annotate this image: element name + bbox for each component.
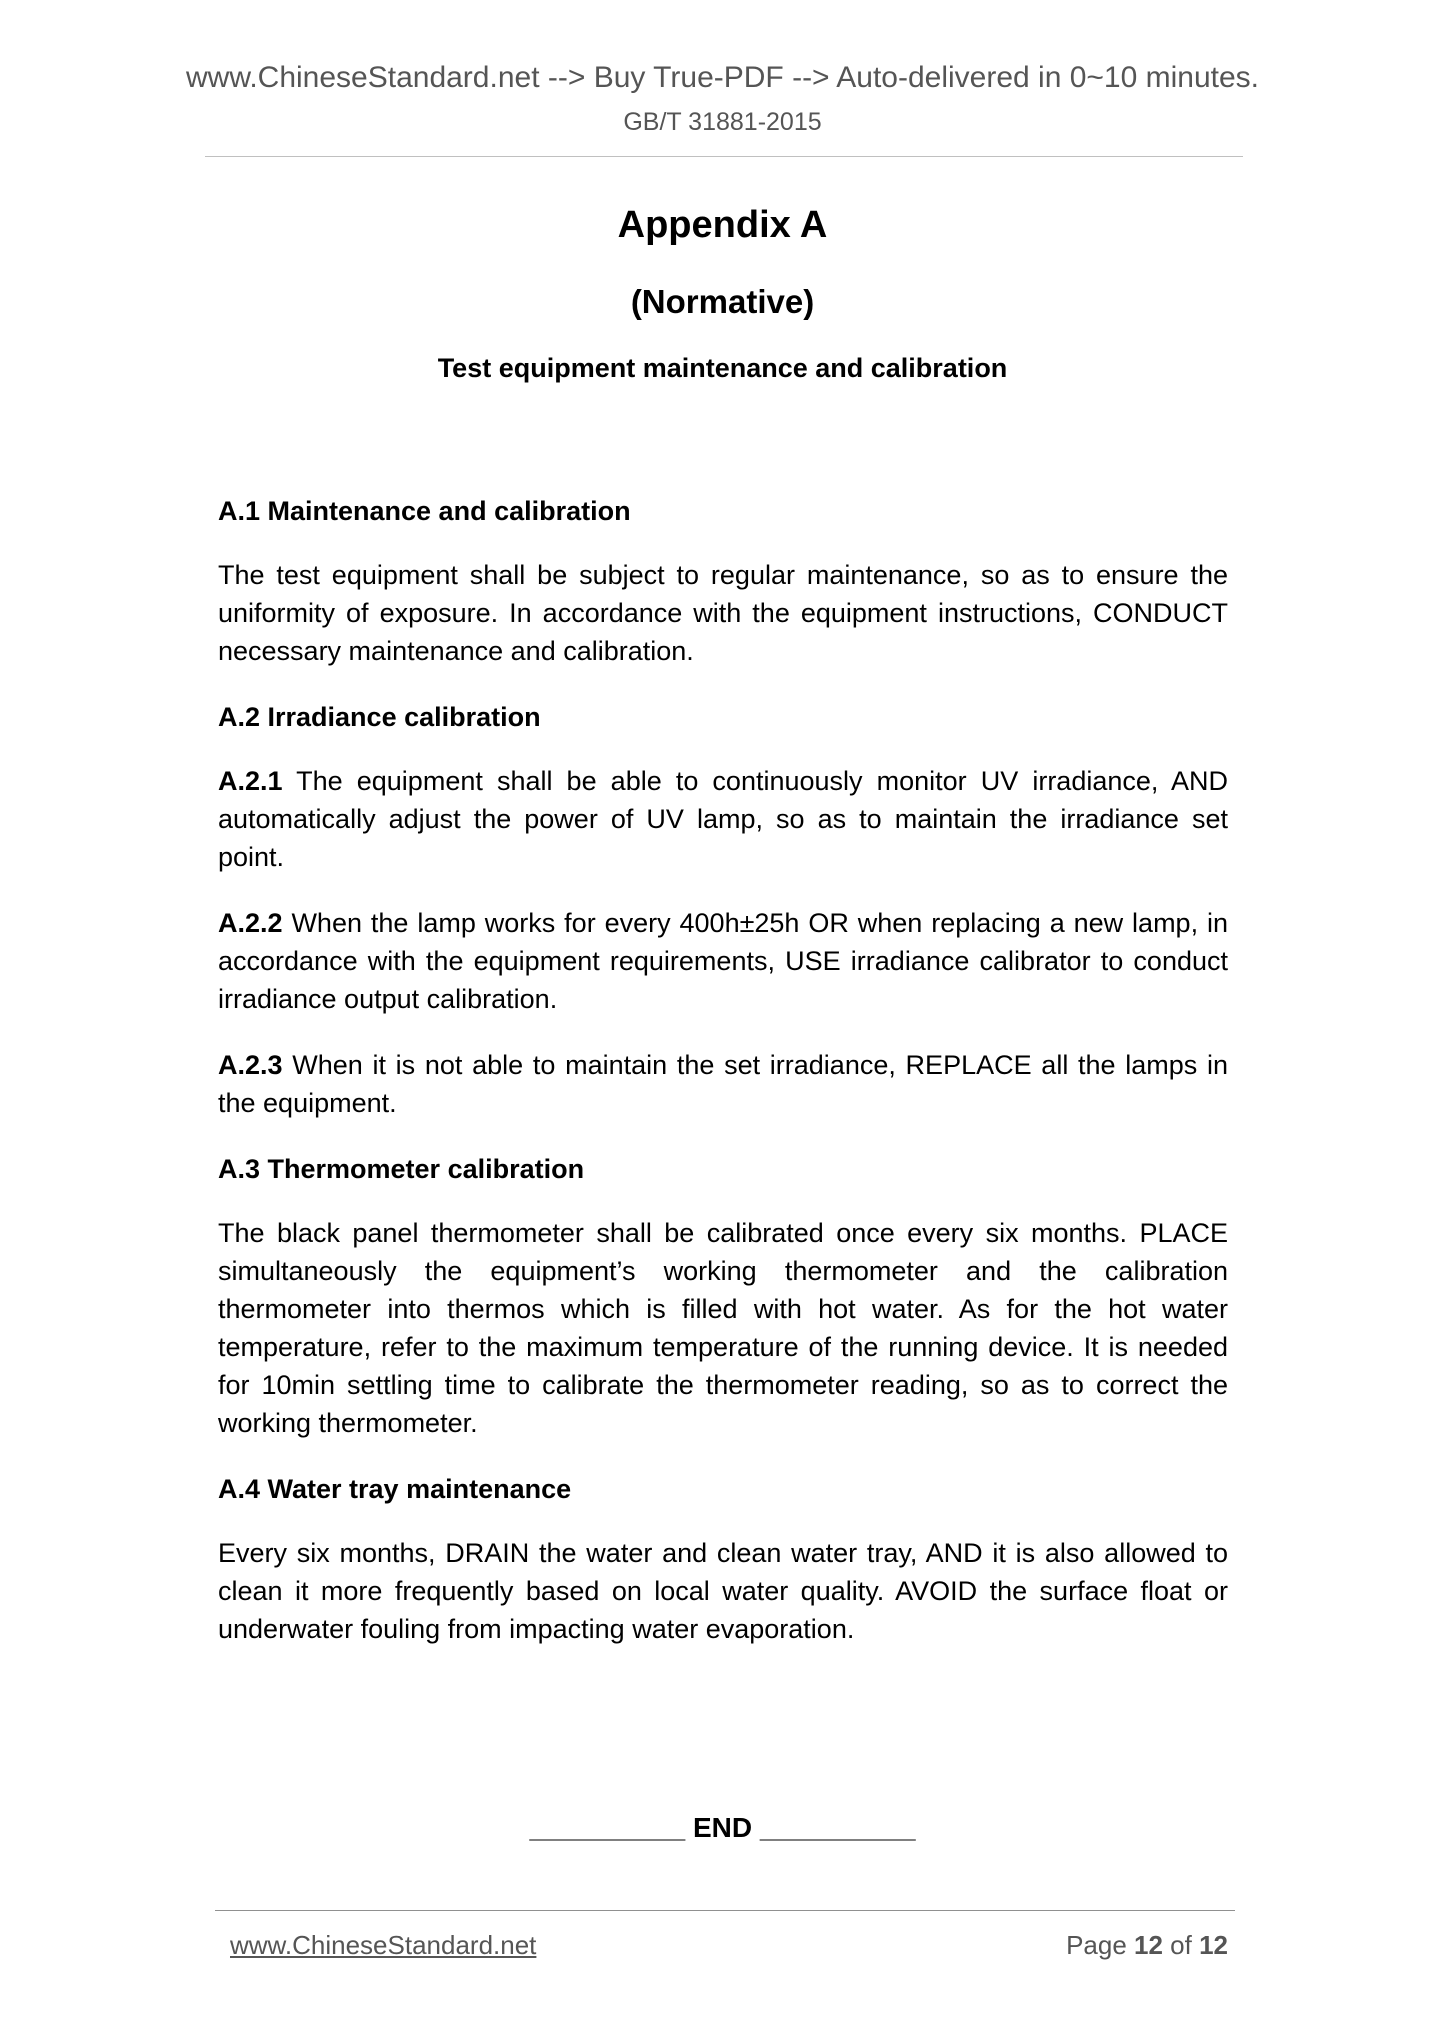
page-total: 12 bbox=[1199, 1930, 1228, 1960]
document-body bbox=[218, 492, 1228, 1676]
clause-text: When it is not able to maintain the set irradiance, REPLACE all the lamps in the equipment. bbox=[218, 1050, 1228, 1118]
header-divider bbox=[205, 156, 1243, 157]
section-heading-a1: A.1 Maintenance and calibration bbox=[218, 496, 631, 526]
section-text-a4: Every six months, DRAIN the water and clean water tray, AND it is also allowed to clean it more frequently based on local water quality. AVOID the surface float or underwater fouling from impacting water evaporation. bbox=[218, 1538, 1228, 1644]
clause-number: A.2.2 bbox=[218, 908, 283, 938]
clause-text: When the lamp works for every 400h±25h OR when replacing a new lamp, in accordance with the equipment requirements, USE irradiance calibrator to conduct irradiance output calibration. bbox=[218, 908, 1228, 1014]
appendix-type: (Normative) bbox=[630, 283, 815, 320]
clause-a2-3 bbox=[218, 1046, 1228, 1122]
header-banner: www.ChineseStandard.net --> Buy True-PDF --> Auto-delivered in 0~10 minutes. bbox=[185, 61, 1260, 94]
footer-website-link[interactable]: www.ChineseStandard.net bbox=[230, 1930, 537, 1960]
standard-number: GB/T 31881-2015 bbox=[623, 108, 822, 136]
section-heading-a2: A.2 Irradiance calibration bbox=[218, 702, 541, 732]
section-text-a3: The black panel thermometer shall be calibrated once every six months. PLACE simultaneously the equipment’s working thermometer and the calibration thermometer into thermos which is filled with hot water. As for the hot water temperature, refer to the maximum temperature of the running device. It is needed for 10min settling time to calibrate the thermometer reading, so as to correct the working thermometer. bbox=[218, 1218, 1228, 1438]
footer-divider bbox=[215, 1910, 1235, 1911]
clause-text: The equipment shall be able to continuously monitor UV irradiance, AND automatically adjust the power of UV lamp, so as to maintain the irradiance set point. bbox=[218, 766, 1228, 872]
section-heading-a4: A.4 Water tray maintenance bbox=[218, 1474, 572, 1504]
section-text-a1: The test equipment shall be subject to regular maintenance, so as to ensure the uniformity of exposure. In accordance with the equipment instructions, CONDUCT necessary maintenance and calibration. bbox=[218, 560, 1228, 666]
page-prefix: Page bbox=[1066, 1930, 1135, 1960]
page-current: 12 bbox=[1134, 1930, 1163, 1960]
clause-number: A.2.1 bbox=[218, 766, 283, 796]
clause-number: A.2.3 bbox=[218, 1050, 283, 1080]
clause-a2-1 bbox=[218, 762, 1228, 876]
clause-a2-2 bbox=[218, 904, 1228, 1018]
appendix-title: Appendix A bbox=[617, 204, 828, 246]
appendix-subtitle: Test equipment maintenance and calibration bbox=[437, 353, 1008, 383]
end-marker: __________ END __________ bbox=[529, 1812, 916, 1843]
page-of: of bbox=[1162, 1930, 1200, 1960]
page-number bbox=[1066, 1928, 1228, 1962]
section-heading-a3: A.3 Thermometer calibration bbox=[218, 1154, 585, 1184]
